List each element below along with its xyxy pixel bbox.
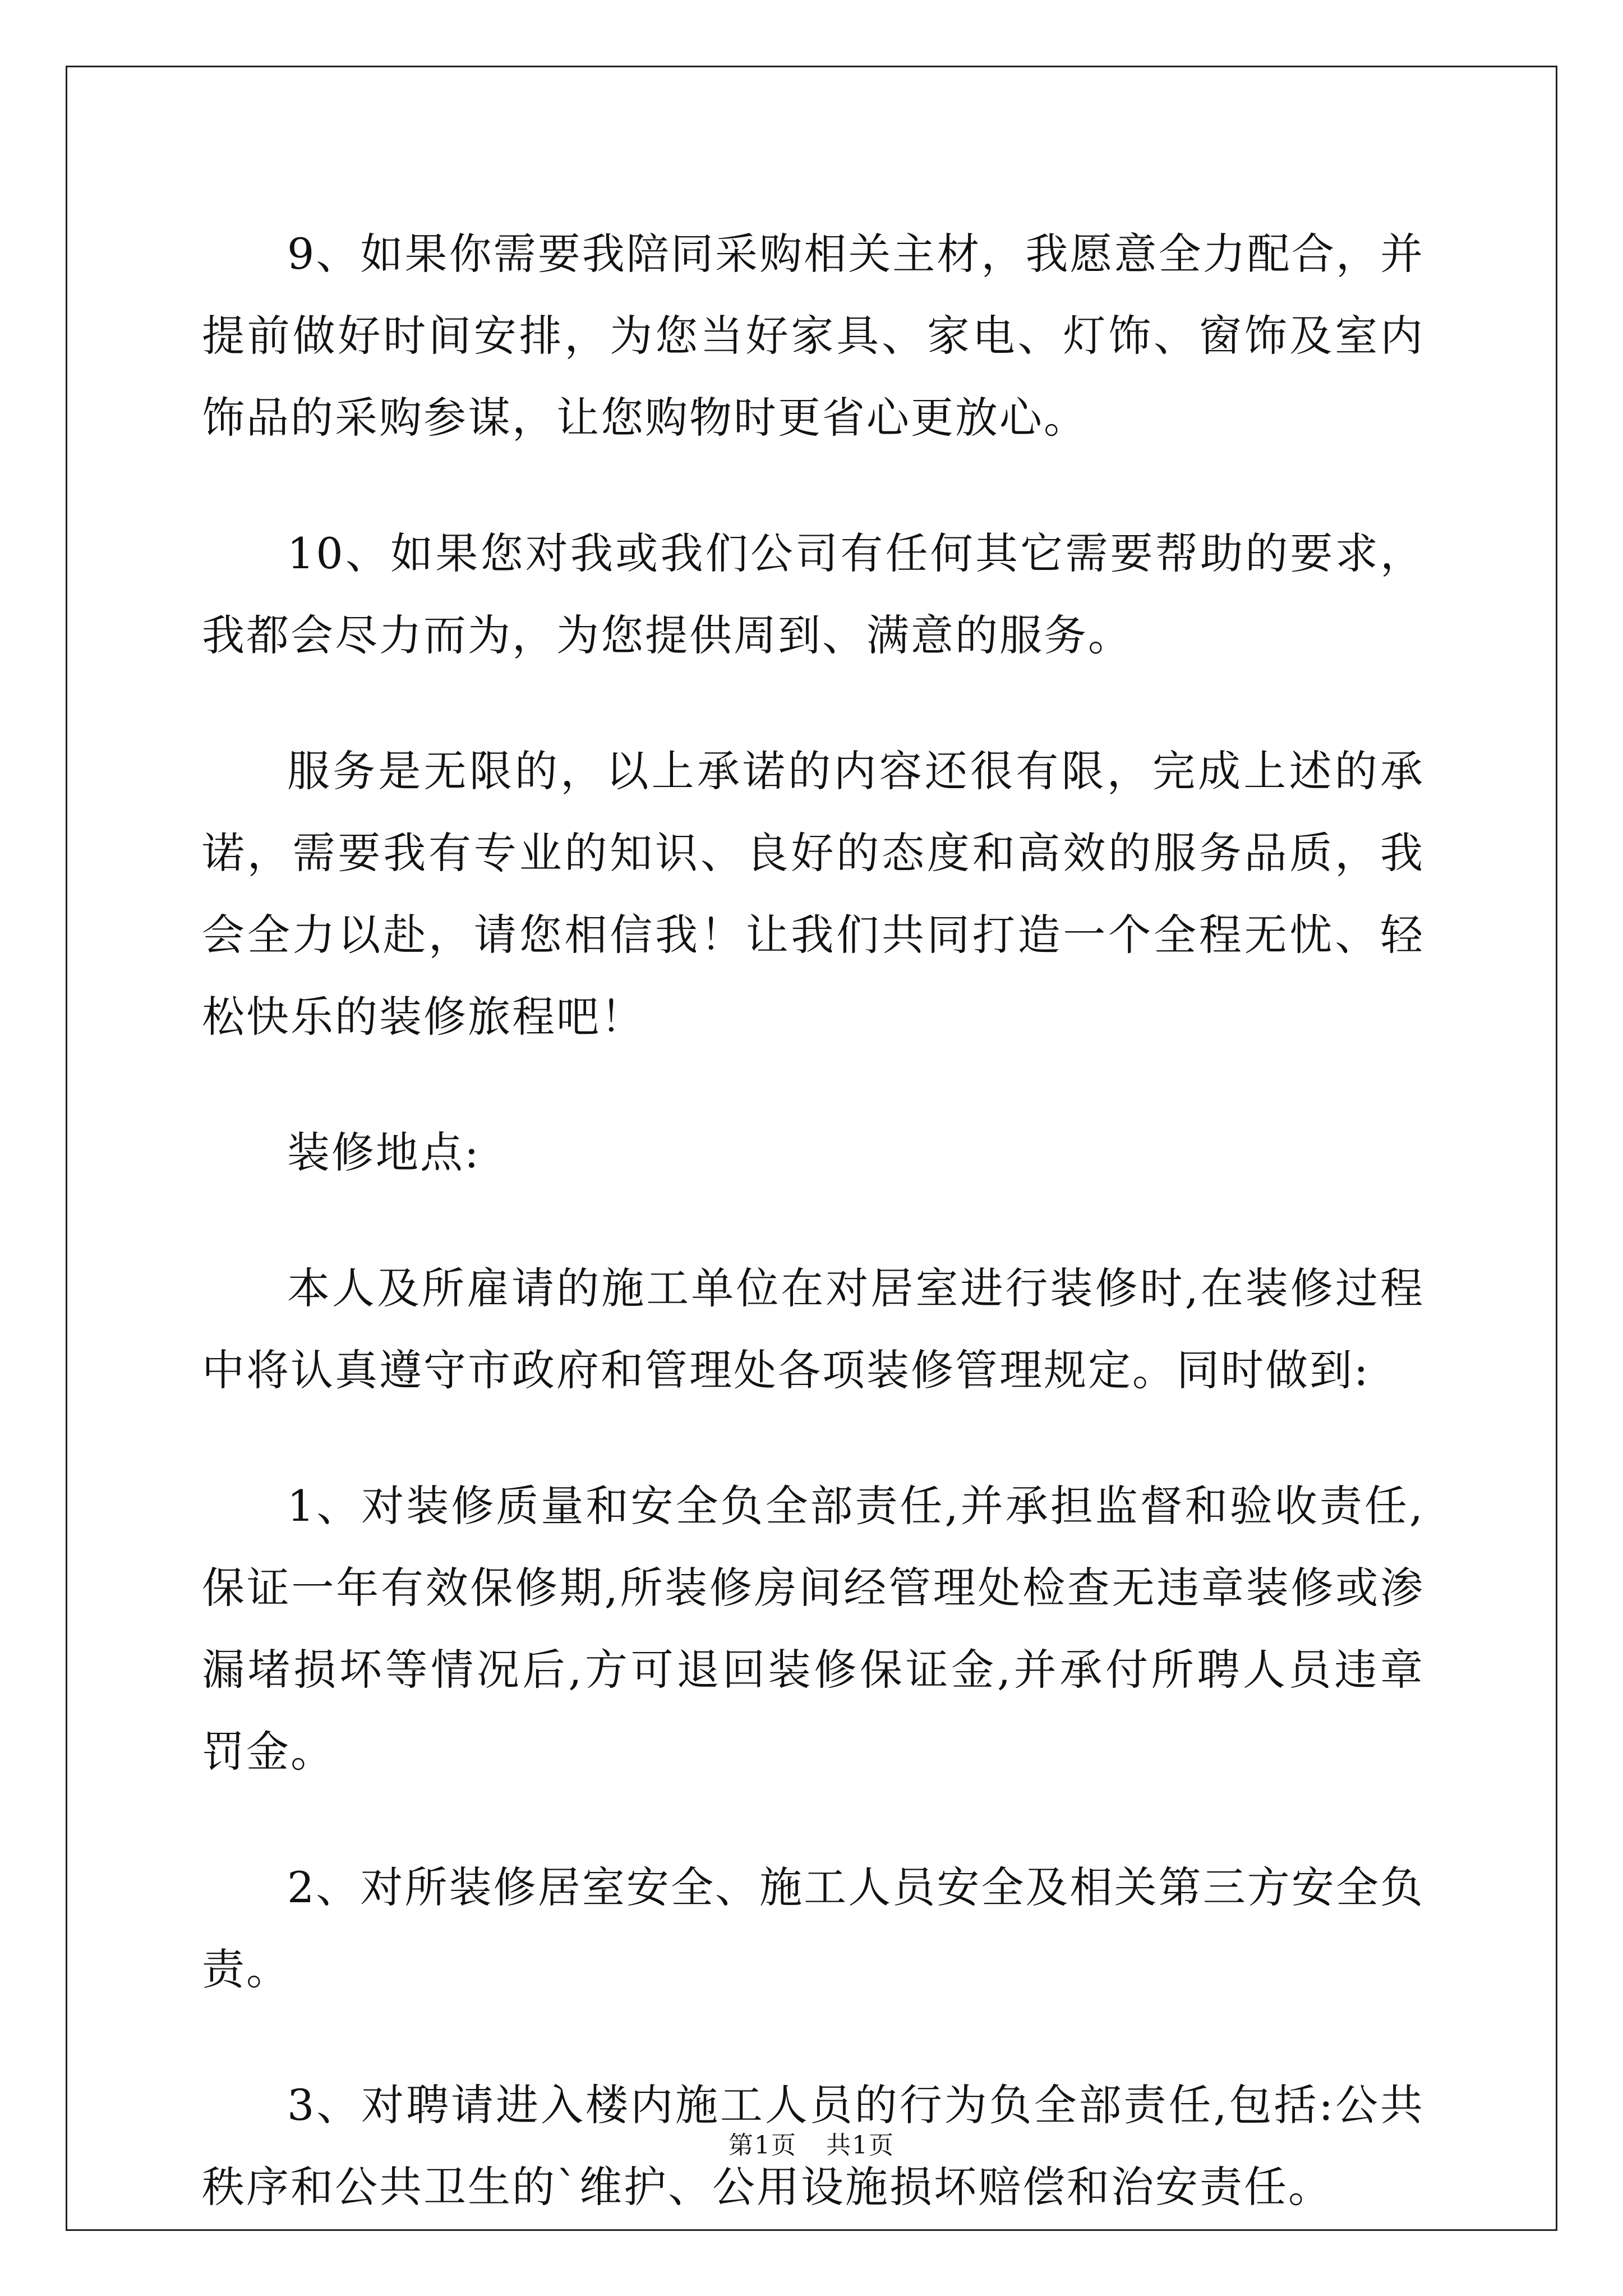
paragraph-clause-3: 3、对聘请进入楼内施工人员的行为负全部责任,包括:公共秩序和公共卫生的`维护、公用设施损坏赔偿和治安责任。 — [202, 2080, 1424, 2212]
paragraph-renovation-statement: 本人及所雇请的施工单位在对居室进行装修时,在装修过程中将认真遵守市政府和管理处各项装修管理规定。同时做到: — [202, 1263, 1424, 1395]
page-footer — [0, 2125, 1623, 2161]
paragraph-item-9: 9、如果你需要我陪同采购相关主材，我愿意全力配合，并提前做好时间安排，为您当好家具、家电、灯饰、窗饰及室内饰品的采购参谋，让您购物时更省心更放心。 — [202, 229, 1424, 443]
document-body — [202, 213, 1424, 2282]
paragraph-service-commitment: 服务是无限的，以上承诺的内容还很有限，完成上述的承诺，需要我有专业的知识、良好的态度和高效的服务品质，我会全力以赴，请您相信我！让我们共同打造一个全程无忧、轻松快乐的装修旅程吧！ — [202, 746, 1424, 1042]
page-number-current: 第1页 — [728, 2131, 797, 2160]
paragraph-clause-2: 2、对所装修居室安全、施工人员安全及相关第三方安全负责。 — [202, 1862, 1424, 1994]
paragraph-clause-1: 1、对装修质量和安全负全部责任,并承担监督和验收责任,保证一年有效保修期,所装修房间经管理处检查无违章装修或渗漏堵损坏等情况后,方可退回装修保证金,并承付所聘人员违章罚金。 — [202, 1481, 1424, 1777]
paragraph-renovation-location: 装修地点: — [287, 1128, 481, 1177]
paragraph-item-10: 10、如果您对我或我们公司有任何其它需要帮助的要求，我都会尽力而为，为您提供周到、满意的服务。 — [202, 528, 1424, 660]
page-number-total: 共1页 — [826, 2131, 895, 2160]
